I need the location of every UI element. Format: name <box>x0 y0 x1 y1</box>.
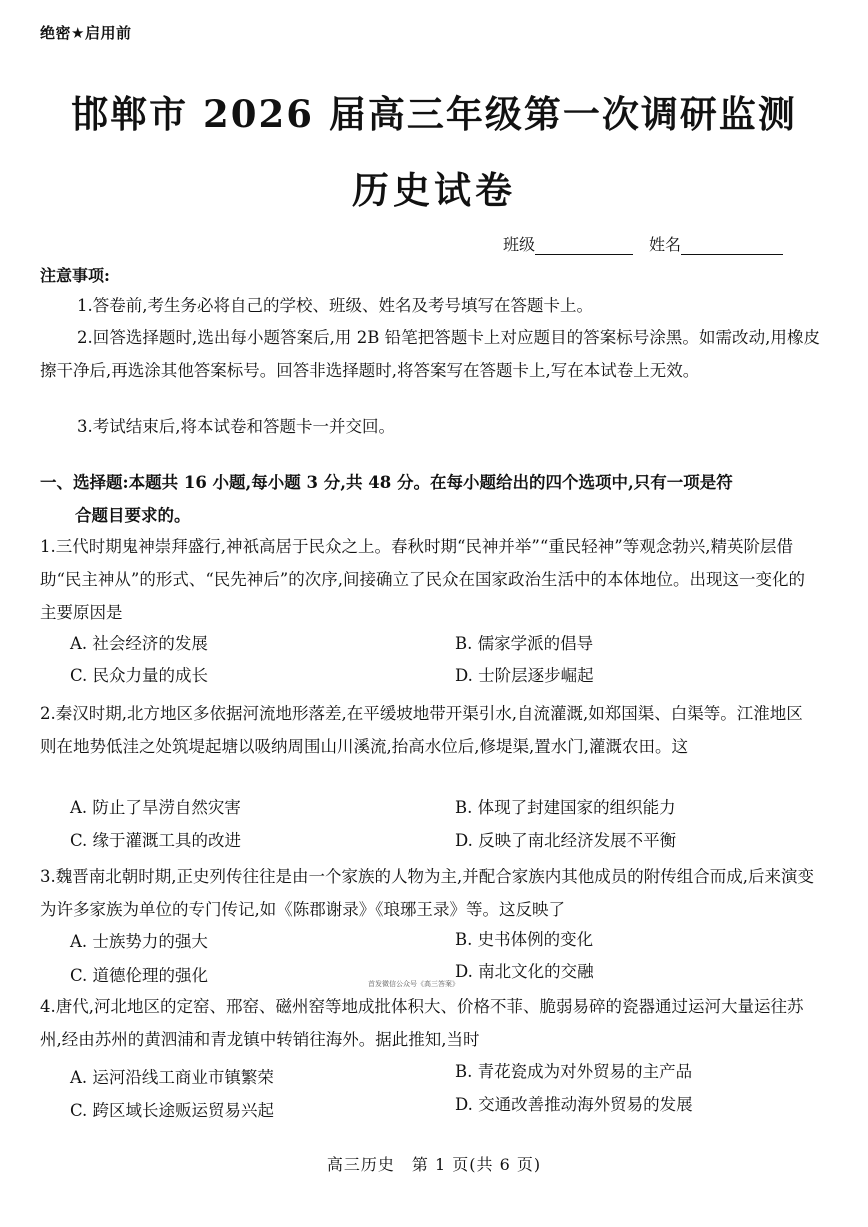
exam-title: 邯郸市 2026 届高三年级第一次调研监测 <box>71 92 797 136</box>
question-2-stem: 2.秦汉时期,北方地区多依据河流地形落差,在平缓坡地带开渠引水,自流灌溉,如郑国渠、白渠等。江淮地区则在地势低洼之处筑堤起塘以吸纳周围山川溪流,抬高水位后,修堤渠,置水门,灌溉农田。这 <box>40 704 803 756</box>
class-blank <box>535 236 633 255</box>
question-3-option-b: B. 史书体例的变化 <box>455 930 594 949</box>
student-info-fields <box>503 232 783 255</box>
notice-item-1: 1.答卷前,考生务必将自己的学校、班级、姓名及考号填写在答题卡上。 <box>77 296 593 315</box>
question-1-option-a: A. 社会经济的发展 <box>70 634 208 653</box>
section-heading <box>40 466 815 532</box>
page-footer: 高三历史 第 1 页(共 6 页) <box>326 1155 542 1174</box>
question-2-option-b: B. 体现了封建国家的组织能力 <box>455 798 676 817</box>
question-4-option-d: D. 交通改善推动海外贸易的发展 <box>455 1095 693 1114</box>
question-4-option-c: C. 跨区域长途贩运贸易兴起 <box>70 1101 275 1120</box>
question-3-option-d: D. 南北文化的交融 <box>455 962 594 981</box>
question-2-option-c: C. 缘于灌溉工具的改进 <box>70 831 242 850</box>
question-4-stem: 4.唐代,河北地区的定窑、邢窑、磁州窑等地成批体积大、价格不菲、脆弱易碎的瓷器通过运河大量运往苏州,经由苏州的黄泗浦和青龙镇中转销往海外。据此推知,当时 <box>40 997 804 1049</box>
question-1-option-b: B. 儒家学派的倡导 <box>455 634 594 653</box>
question-2-option-d: D. 反映了南北经济发展不平衡 <box>455 831 677 850</box>
question-1-stem: 1.三代时期鬼神崇拜盛行,神祇高居于民众之上。春秋时期“民神并举”“重民轻神”等观念勃兴,精英阶层借助“民主神从”的形式、“民先神后”的次序,间接确立了民众在国家政治生活中的本体地位。出现这一变化的主要原因是 <box>40 537 805 622</box>
notice-item-3: 3.考试结束后,将本试卷和答题卡一并交回。 <box>77 417 395 436</box>
confidential-label: 绝密★启用前 <box>40 24 132 42</box>
section-heading-line1: 一、选择题:本题共 16 小题,每小题 3 分,共 48 分。在每小题给出的四个选项中,只有一项是符 <box>40 473 733 492</box>
question-4-option-b: B. 青花瓷成为对外贸易的主产品 <box>455 1062 693 1081</box>
exam-subtitle: 历史试卷 <box>352 168 516 212</box>
name-label: 姓名 <box>649 235 682 254</box>
question-1-option-d: D. 士阶层逐步崛起 <box>455 666 594 685</box>
section-heading-line2: 合题目要求的。 <box>75 506 191 525</box>
watermark-text: 首发微信公众号《高三答案》 <box>368 980 459 988</box>
class-label: 班级 <box>503 235 536 254</box>
question-3-option-a: A. 士族势力的强大 <box>70 932 208 951</box>
question-1-option-c: C. 民众力量的成长 <box>70 666 209 685</box>
question-2-option-a: A. 防止了旱涝自然灾害 <box>70 798 241 817</box>
question-4-option-a: A. 运河沿线工商业市镇繁荣 <box>70 1068 274 1087</box>
question-3-option-c: C. 道德伦理的强化 <box>70 966 209 985</box>
notice-item-2: 2.回答选择题时,选出每小题答案后,用 2B 铅笔把答题卡上对应题目的答案标号涂黑。如需改动,用橡皮擦干净后,再选涂其他答案标号。回答非选择题时,将答案写在答题卡上,写在本试卷上无效。 <box>40 328 820 380</box>
name-blank <box>681 236 783 255</box>
question-3-stem: 3.魏晋南北朝时期,正史列传往往是由一个家族的人物为主,并配合家族内其他成员的附传组合而成,后来演变为许多家族为单位的专门传记,如《陈郡谢录》《琅琊王录》等。这反映了 <box>40 867 814 919</box>
notice-heading: 注意事项: <box>40 266 110 285</box>
